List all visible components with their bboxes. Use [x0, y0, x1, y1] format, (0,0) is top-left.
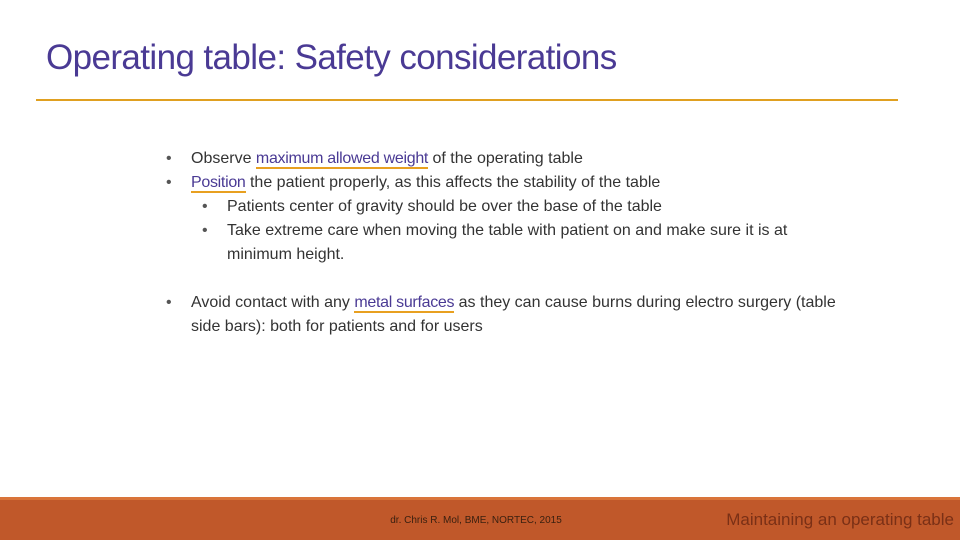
bullet-max-weight: [166, 147, 846, 171]
slide-body: [166, 147, 846, 339]
subbullet-text: Patients center of gravity should be over the base of the table: [227, 198, 662, 215]
bullet-position: [166, 171, 846, 195]
highlight-metal-surfaces: metal surfaces: [354, 294, 455, 311]
subbullet-moving-table: [202, 219, 846, 267]
bullet-dot-icon: •: [202, 198, 208, 215]
footer-accent-line: [0, 497, 960, 500]
spacer: [166, 267, 846, 291]
bullet-dot-icon: •: [202, 222, 208, 239]
footer-author: dr. Chris R. Mol, BME, NORTEC, 2015: [390, 515, 562, 526]
highlight-max-weight: maximum allowed weight: [255, 150, 429, 167]
bullet-dot-icon: •: [166, 174, 172, 191]
bullet-metal-surfaces: [166, 291, 846, 339]
subbullet-text: Take extreme care when moving the table with patient on and make sure it is at minimum height.: [227, 222, 788, 263]
bullet-text-post: of the operating table: [428, 150, 583, 167]
slide-title: Operating table: Safety considerations: [46, 38, 617, 77]
subbullet-center-of-gravity: [202, 195, 846, 219]
bullet-dot-icon: •: [166, 294, 172, 311]
bullet-text-pre: Avoid contact with any: [191, 294, 355, 311]
highlight-position: Position: [191, 174, 246, 191]
bullet-dot-icon: •: [166, 150, 172, 167]
footer-course-title: Maintaining an operating table: [726, 510, 954, 529]
title-divider: [36, 99, 898, 101]
bullet-text-post: as they can cause burns during electro surgery (table side bars): both for patients and for users: [191, 294, 836, 335]
bullet-text-post: the patient properly, as this affects the stability of the table: [245, 174, 661, 191]
bullet-text-pre: Observe: [191, 150, 256, 167]
